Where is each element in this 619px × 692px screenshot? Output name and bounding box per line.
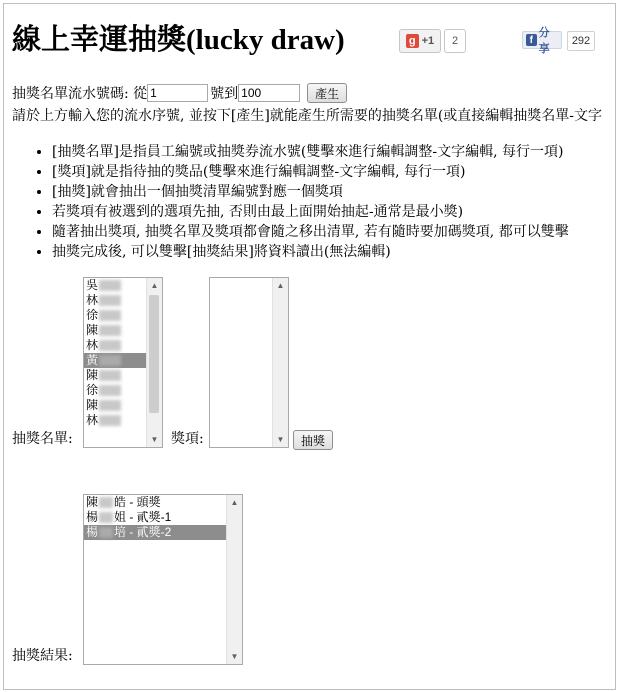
facebook-share-count: 292 (567, 31, 595, 51)
result-prize-text: 培 - 貳獎-2 (114, 525, 172, 539)
tip-item: • [抽獎]就會抽出一個抽獎清單編號對應一個獎項 (52, 182, 569, 202)
range-to-label: 號到 (210, 86, 239, 102)
redacted-name-blur (99, 310, 121, 321)
list-item-label: 陳 (86, 323, 99, 337)
google-plus-icon: g (406, 34, 419, 48)
list-item-label: 徐 (86, 308, 99, 322)
google-plus-button[interactable] (399, 29, 441, 53)
tip-item: • 抽獎完成後, 可以雙擊[抽獎結果]將資料讀出(無法編輯) (52, 242, 569, 262)
redacted-name-blur (99, 280, 121, 291)
prize-list-scrollbar[interactable] (272, 278, 288, 447)
scroll-thumb[interactable] (149, 295, 159, 413)
scroll-up-icon[interactable]: ▲ (230, 498, 239, 507)
scroll-up-icon[interactable]: ▲ (150, 281, 159, 290)
result-name-prefix: 楊 (86, 510, 99, 524)
result-name-prefix: 陳 (86, 495, 99, 509)
scroll-down-icon[interactable]: ▼ (150, 435, 159, 444)
result-prize-text: 皓 - 頭獎 (114, 495, 161, 509)
list-item-label: 陳 (86, 368, 99, 382)
results-scrollbar[interactable] (226, 495, 242, 664)
redacted-name-blur (99, 497, 113, 508)
result-name-prefix: 楊 (86, 525, 99, 539)
tip-item: • [抽獎名單]是指員工編號或抽獎券流水號(雙擊來進行編輯調整-文字編輯, 每行一項) (52, 142, 569, 162)
redacted-name-blur (99, 415, 121, 426)
scroll-down-icon[interactable]: ▼ (230, 652, 239, 661)
prize-list-label: 獎項: (171, 431, 204, 447)
list-item-label: 陳 (86, 398, 99, 412)
facebook-share-label: 分享 (538, 27, 550, 55)
list-item-label: 吳 (86, 278, 99, 292)
redacted-name-blur (99, 355, 121, 366)
list-item-label: 徐 (86, 383, 99, 397)
facebook-share-button[interactable] (522, 27, 562, 55)
list-item-label: 林 (86, 338, 99, 352)
redacted-name-blur (99, 527, 113, 538)
tip-item: • 隨著抽出獎項, 抽獎名單及獎項都會隨之移出清單, 若有隨時要加碼獎項, 都可以雙擊 (52, 222, 569, 242)
redacted-name-blur (99, 400, 121, 411)
list-item[interactable] (84, 525, 242, 540)
redacted-name-blur (99, 512, 113, 523)
results-label: 抽獎結果: (12, 648, 73, 664)
instruction-text: 請於上方輸入您的流水序號, 並按下[產生]就能產生所需要的抽獎名單(或直接編輯抽獎名單-文字 (12, 108, 603, 124)
prize-listbox[interactable] (209, 277, 289, 448)
list-item[interactable] (84, 495, 242, 510)
result-prize-text: 姐 - 貳獎-1 (114, 510, 172, 524)
range-from-label: 抽獎名單流水號碼: 從 (12, 86, 148, 102)
draw-list-scrollbar[interactable] (146, 278, 162, 447)
redacted-name-blur (99, 325, 121, 336)
scroll-up-icon[interactable]: ▲ (276, 281, 285, 290)
facebook-icon: f (526, 34, 537, 46)
tip-item: • 若獎項有被選到的選項先抽, 否則由最上面開始抽起-通常是最小獎) (52, 202, 569, 222)
range-from-input[interactable] (147, 84, 208, 102)
list-item-label: 林 (86, 413, 99, 427)
page-frame (3, 3, 616, 690)
tip-item: • [獎項]就是指待抽的獎品(雙擊來進行編輯調整-文字編輯, 每行一項) (52, 162, 569, 182)
range-form (12, 82, 347, 104)
google-plus-label: +1 (421, 35, 435, 47)
results-options (84, 495, 242, 540)
draw-list-listbox[interactable] (83, 277, 163, 448)
redacted-name-blur (99, 370, 121, 381)
redacted-name-blur (99, 340, 121, 351)
tips-list (12, 142, 569, 262)
draw-list-label: 抽獎名單: (12, 431, 73, 447)
results-listbox[interactable] (83, 494, 243, 665)
redacted-name-blur (99, 295, 121, 306)
generate-button[interactable]: 產生 (307, 83, 347, 103)
list-item-label: 林 (86, 293, 99, 307)
scroll-down-icon[interactable]: ▼ (276, 435, 285, 444)
google-plus-count: 2 (444, 29, 466, 53)
list-item-label: 黃 (86, 353, 99, 367)
draw-button[interactable]: 抽獎 (293, 430, 333, 450)
page-title: 線上幸運抽獎(lucky draw) (12, 24, 345, 56)
redacted-name-blur (99, 385, 121, 396)
range-to-input[interactable] (238, 84, 300, 102)
list-item[interactable] (84, 510, 242, 525)
